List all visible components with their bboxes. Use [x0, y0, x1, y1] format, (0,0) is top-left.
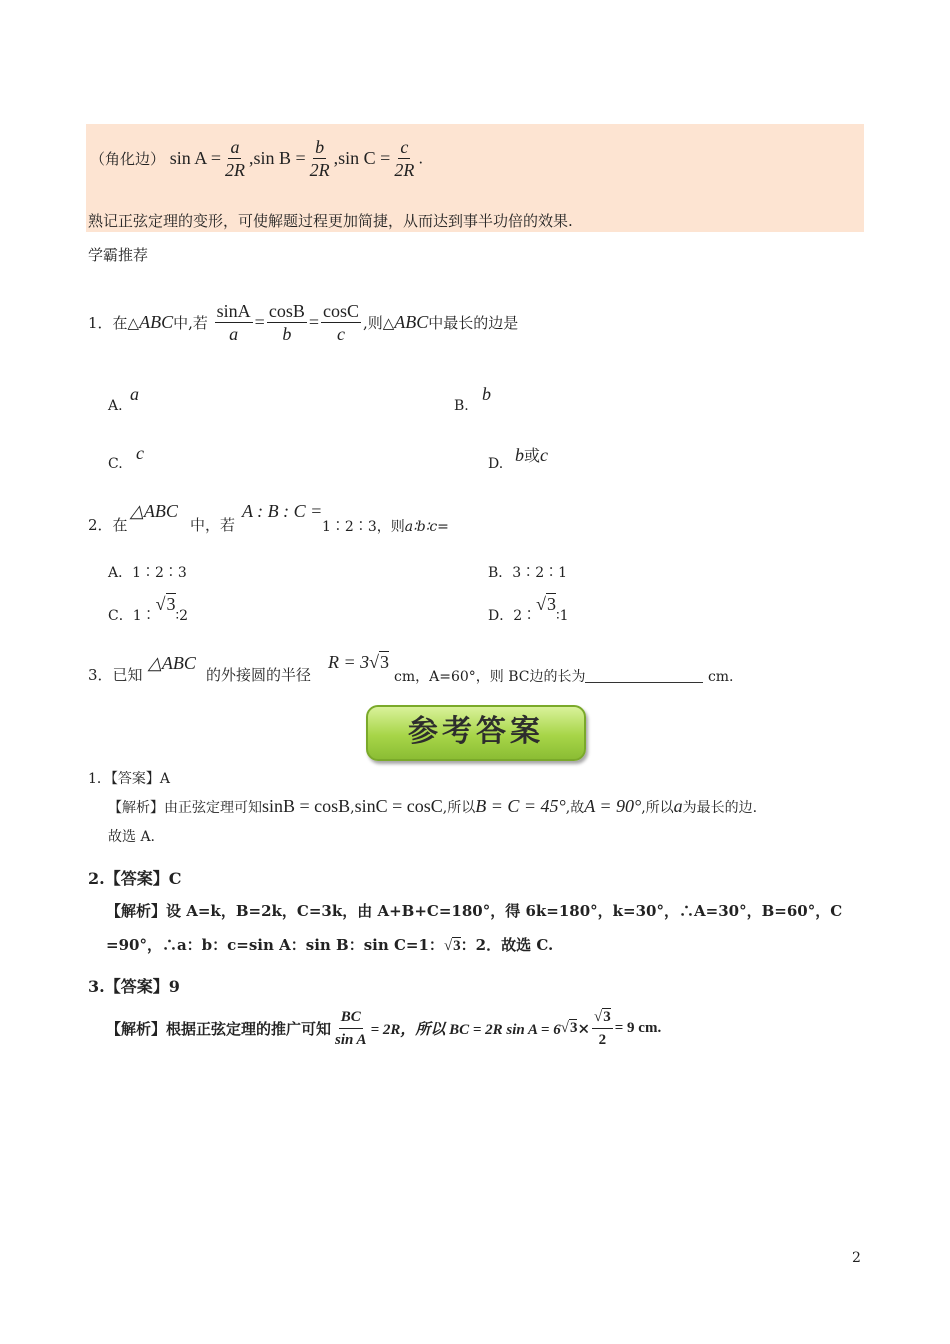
a1-end: 为最长的边. [682, 800, 758, 816]
sqrt-radicand: 3 [547, 594, 557, 614]
a2-head: 2.【答案】C [88, 869, 182, 888]
sqrt-radicand: 3 [603, 1009, 611, 1025]
frac-num [592, 1006, 613, 1029]
q3-unit-line [394, 666, 734, 686]
a1-sep2: ,所以 [442, 800, 476, 816]
q3-radius [328, 652, 389, 673]
a3-head: 3.【答案】9 [88, 977, 180, 996]
q1-option-c [108, 456, 123, 472]
q1-frac-1 [215, 300, 253, 345]
a1-head: 1．【答案】A [88, 771, 171, 787]
q1-option-a [108, 398, 123, 414]
note-frac-2 [308, 136, 332, 181]
q1-option-b [454, 398, 469, 414]
a1-eq3: B = C = 45° [475, 796, 566, 816]
question-1 [88, 300, 518, 345]
answer-blank[interactable] [585, 668, 703, 683]
frac-num: sinA [216, 301, 251, 321]
q3-r-eq: R = 3 [328, 652, 370, 672]
sqrt-symbol: √ [560, 1020, 569, 1036]
sqrt-radicand: 3 [453, 938, 461, 954]
frac-den: 2R [309, 160, 330, 180]
a3-eq: = 2R，所以 BC = 2R sin A = 6 [370, 1022, 561, 1038]
frac-num: cosC [322, 301, 359, 321]
a1-eq2: sinC = cosC [354, 796, 443, 816]
sqrt-symbol: √ [155, 594, 166, 614]
a1-sep4: ,所以 [641, 800, 674, 816]
sqrt-radicand: 3 [166, 594, 176, 614]
a3-pre: 【解析】根据正弦定理的推广可知 [106, 1020, 332, 1038]
sqrt-symbol: √ [369, 652, 380, 672]
answers-badge: 参考答案 [366, 705, 586, 761]
q2-mid: 中，若 [190, 516, 236, 534]
q2-prefix: 2．在 [88, 516, 128, 534]
a2-line1: 【解析】设 A=k，B=2k，C=3k，由 A+B+C=180°，得 6k=180°，k=30°，∴A=30°，B=60°，C [106, 902, 843, 920]
frac-num: c [400, 137, 409, 157]
frac-den: 2R [394, 160, 415, 180]
q2-tail-text: 1∶2∶3，则 [322, 519, 405, 535]
option-d-b: b [515, 445, 524, 465]
q1-option-b-value: b [482, 384, 491, 404]
a3-times: × [577, 1019, 591, 1038]
frac-den: b [282, 324, 292, 344]
option-label: C. [108, 456, 123, 472]
q1-option-a-value: a [130, 384, 139, 404]
q1-option-d [488, 456, 503, 472]
a3-end: = 9 cm. [614, 1020, 662, 1036]
page-number: 2 [852, 1250, 861, 1266]
a2-line2-post: ：2．故选 C. [460, 936, 554, 954]
sqrt-radicand: 3 [380, 652, 390, 672]
q1-end: 中最长的边是 [428, 314, 519, 332]
q1-prefix: 1．在△ [88, 314, 140, 332]
q1-triangle: ABC [139, 312, 174, 332]
a3-frac-1 [333, 1006, 369, 1051]
q1-option-d-value [515, 443, 548, 466]
q3-mid: 的外接圆的半径 [206, 666, 312, 684]
note-tip: 熟记正弦定理的变形，可使解题过程更加简捷，从而达到事半功倍的效果. [88, 212, 573, 230]
frac-den: c [336, 324, 345, 344]
note-formula [90, 136, 423, 181]
q2-triangle: △ABC [130, 501, 178, 521]
option-label: B. [454, 398, 469, 414]
a1-eq4: A = 90° [584, 796, 642, 816]
q2-ratio: A : B : C = [242, 501, 323, 521]
sqrt-radicand: 3 [569, 1020, 578, 1036]
option-d-pre: D．2∶ [488, 608, 537, 624]
equals: = [308, 312, 319, 332]
a3-frac-2 [592, 1006, 613, 1051]
frac-den: a [229, 324, 239, 344]
frac-den: 2 [598, 1032, 607, 1048]
option-c-pre: C．1∶ [108, 608, 156, 624]
note-label: （角化边） [90, 150, 166, 168]
note-end: . [418, 149, 424, 168]
q2-option-a: A．1∶2∶3 [108, 565, 187, 581]
q3-prefix: 3．已知 [88, 666, 143, 684]
option-d-post: ∶1 [556, 608, 569, 624]
q2-option-c [108, 594, 188, 625]
frac-num: cosB [268, 301, 305, 321]
a1-pre: 【解析】由正弦定理可知 [108, 800, 262, 816]
q2-abc: a∶b∶c= [404, 519, 449, 535]
sqrt-symbol: √ [594, 1009, 603, 1025]
q1-triangle-2: ABC [394, 312, 429, 332]
a1-var: a [673, 796, 683, 816]
note-frac-3 [392, 136, 416, 181]
option-c-post: ∶2 [175, 608, 189, 624]
q1-frac-2 [267, 300, 307, 345]
option-label: D. [488, 456, 504, 472]
equals: = [254, 312, 265, 332]
q3-triangle: △ABC [148, 653, 196, 673]
sqrt-symbol: √ [443, 938, 453, 954]
q1-option-c-value: c [136, 443, 144, 463]
option-d-or: 或 [524, 446, 541, 465]
option-d-c: c [540, 445, 549, 465]
note-f2-lhs: ,sin B = [248, 148, 306, 168]
q3-unit2: cm. [707, 669, 734, 685]
q1-frac-3 [321, 300, 361, 345]
frac-num: BC [339, 1006, 363, 1029]
section-title: 学霸推荐 [88, 246, 149, 264]
a1-sep1: , [350, 800, 355, 816]
a3-line [106, 1006, 661, 1051]
a1-sep3: ,故 [565, 800, 585, 816]
frac-den: sin A [335, 1032, 367, 1048]
q3-unit1: cm，A=60°，则 BC边的长为 [394, 669, 586, 685]
frac-num: a [230, 137, 240, 157]
note-frac-1 [223, 136, 247, 181]
a2-line2-pre: =90°，∴a：b：c=sin A：sin B：sin C=1： [106, 936, 444, 954]
note-f3-lhs: ,sin C = [333, 148, 391, 168]
q1-suffix: ,则△ [362, 314, 395, 332]
a1-eq1: sinB = cosB [262, 796, 351, 816]
option-label: A. [108, 398, 123, 414]
q2-option-b: B．3∶2∶1 [488, 565, 568, 581]
frac-num: b [315, 137, 325, 157]
a1-line2: 故选 A. [108, 829, 156, 845]
q2-option-d [488, 594, 569, 625]
q2-tail [322, 516, 449, 536]
q1-mid: 中,若 [173, 314, 208, 332]
frac-den: 2R [224, 160, 245, 180]
a1-line1 [108, 796, 757, 817]
a2-line2 [106, 934, 553, 955]
note-f1-lhs: sin A = [169, 148, 221, 168]
sqrt-symbol: √ [536, 594, 547, 614]
